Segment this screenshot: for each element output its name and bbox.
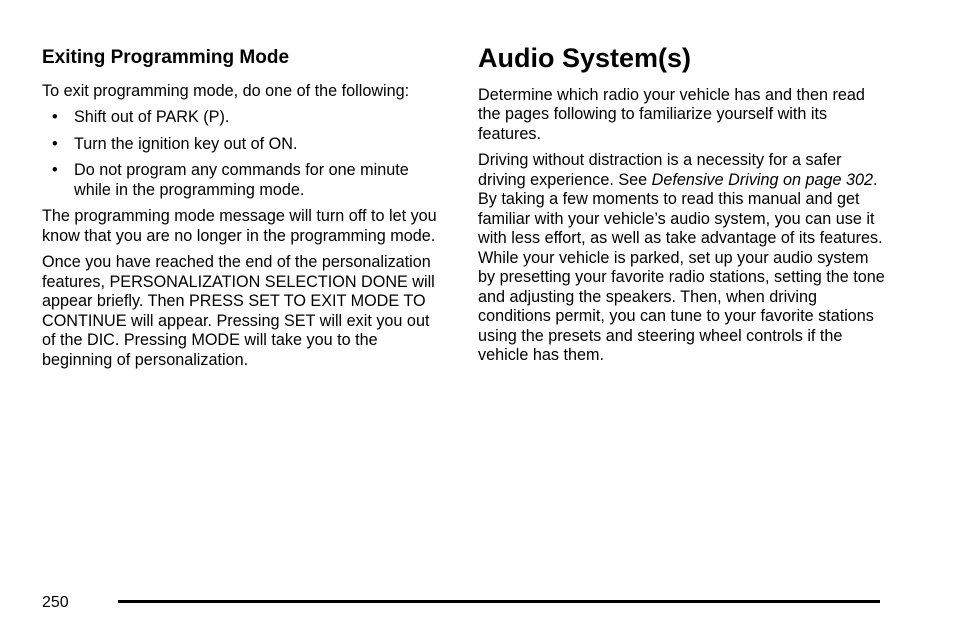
list-item-text: Turn the ignition key out of ON.	[74, 134, 298, 153]
bullet-icon: •	[52, 134, 58, 153]
intro-paragraph: To exit programming mode, do one of the following:	[42, 81, 410, 100]
section-heading: Exiting Programming Mode	[42, 47, 290, 68]
body-paragraph: Determine which radio your vehicle has and then read the pages following to familiarize yourself with its features.	[478, 85, 865, 143]
left-column	[42, 46, 447, 377]
page-title: Audio System(s)	[478, 43, 692, 73]
exit-options-list	[42, 108, 447, 200]
list-item	[42, 135, 447, 155]
bullet-icon: •	[52, 108, 58, 127]
right-column	[478, 42, 888, 373]
body-paragraph	[478, 151, 888, 366]
footer-divider	[118, 600, 880, 603]
list-item-text: Shift out of PARK (P).	[74, 108, 230, 127]
bullet-icon: •	[52, 161, 58, 180]
list-item	[42, 161, 447, 200]
page-number: 250	[42, 594, 69, 611]
cross-reference-link[interactable]: Defensive Driving on page 302	[651, 170, 874, 189]
body-paragraph: Once you have reached the end of the personalization features, PERSONALIZATION SELECTION DONE will appear briefly. Then PRESS SET TO EXIT MODE TO CONTINUE will appear. Pressing SET will exit you out of the DIC. Pressing MODE will take you to the beginning of personalization.	[42, 253, 435, 369]
paragraph-text: Driving without distraction is a necessity for a safer driving experience. See	[478, 151, 842, 189]
list-item	[42, 108, 447, 128]
list-item-text: Do not program any commands for one minute while in the programming mode.	[74, 161, 409, 199]
body-paragraph: The programming mode message will turn off to let you know that you are no longer in the programming mode.	[42, 207, 437, 245]
paragraph-text: . By taking a few moments to read this manual and get familiar with your vehicle’s audio system, you can use it with less effort, as well as take advantage of its features. While your vehicle is parked, set up your audio system by presetting your favorite radio stations, setting the tone and adjusting the speakers. Then, when driving conditions permit, you can tune to your favorite stations using the presets and steering wheel controls if the vehicle has them.	[478, 170, 885, 365]
